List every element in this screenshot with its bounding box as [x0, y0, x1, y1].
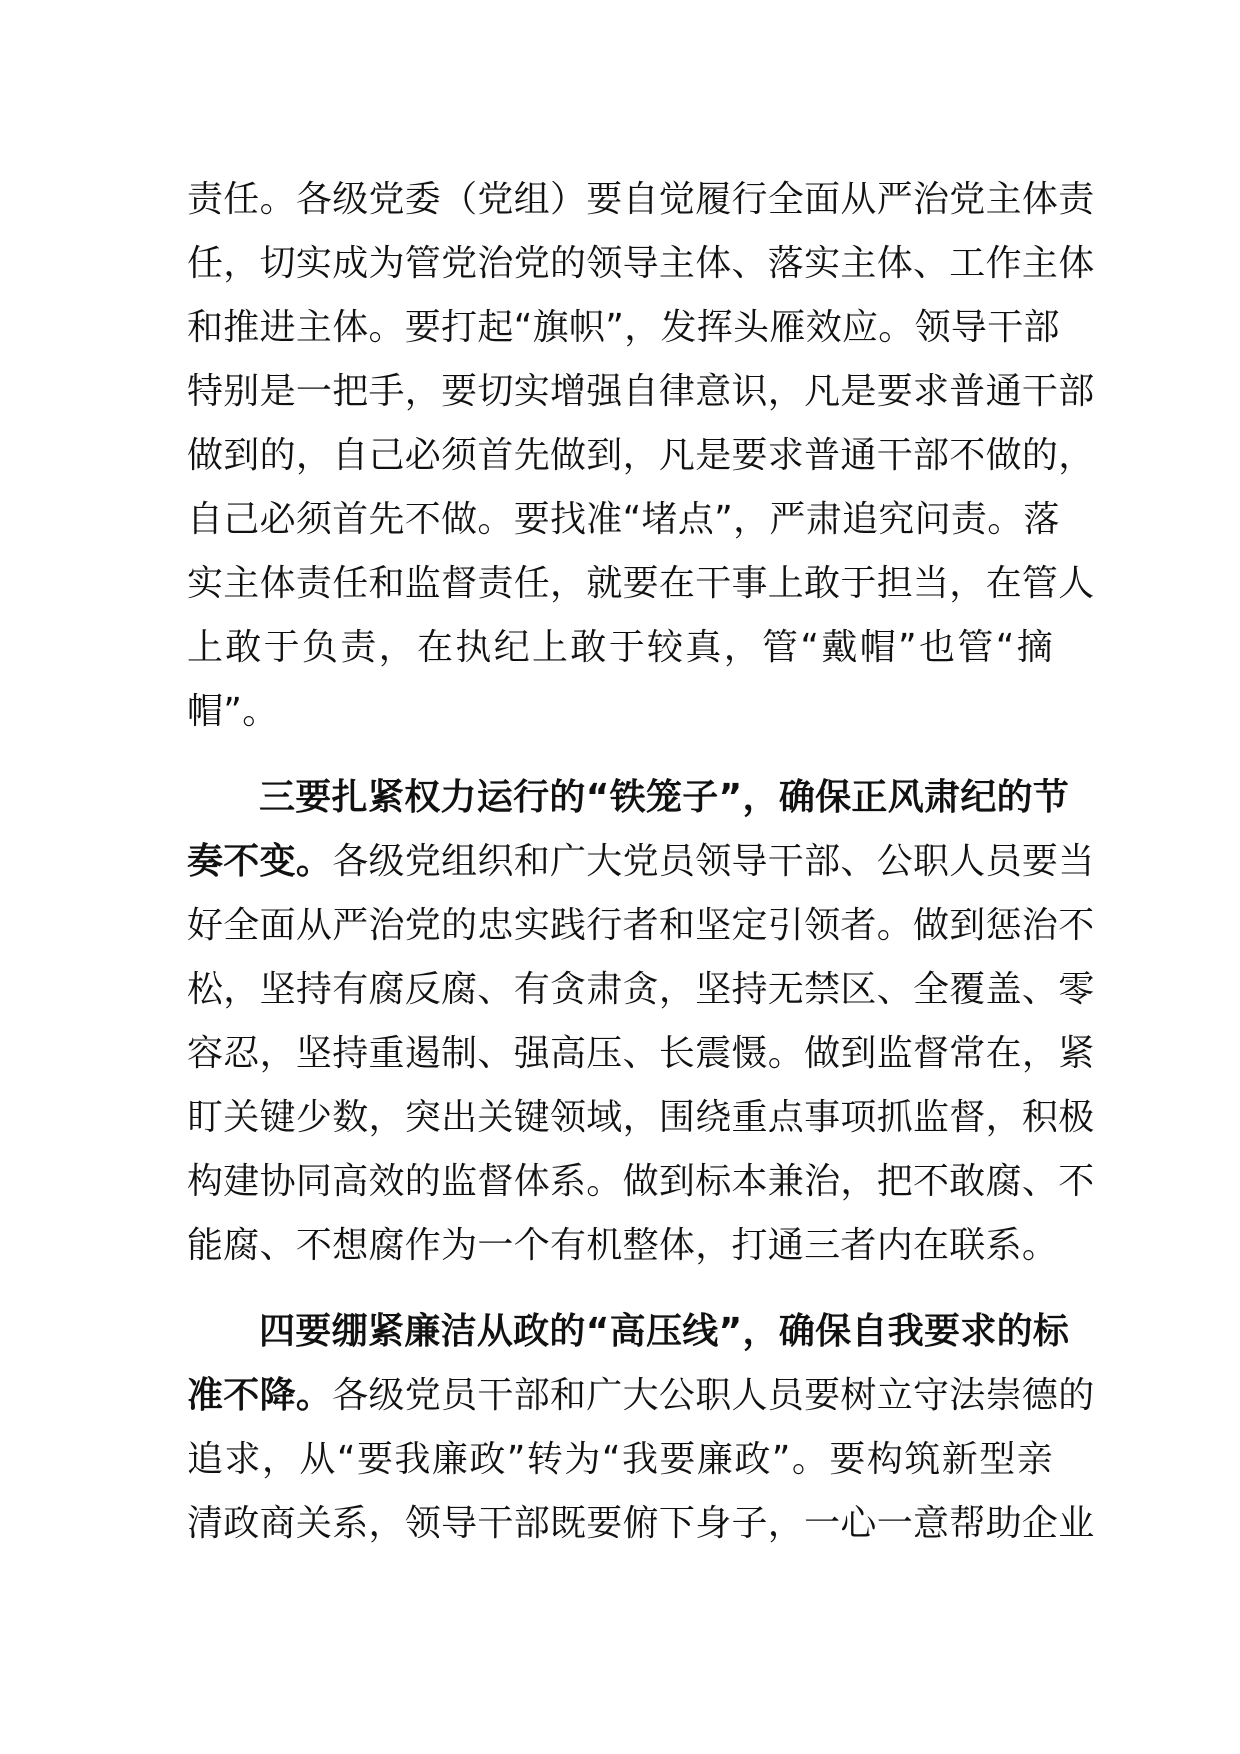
section-heading: 三要扎紧权力运行的“铁笼子”，确保正风肃纪的节	[259, 777, 1070, 818]
section-heading: 四要绷紧廉洁从政的“高压线”，确保自我要求的标	[259, 1311, 1070, 1352]
text-line: 任，切实成为管党治党的领导主体、落实主体、工作主体	[187, 243, 1095, 284]
text-line: 实主体责任和监督责任，就要在干事上敢于担当，在管人	[187, 563, 1095, 604]
section-heading-end: 奏不变。	[187, 841, 333, 882]
document-body	[187, 168, 1095, 1578]
text-line	[187, 830, 1095, 894]
text-line: 帽”。	[187, 691, 279, 732]
text-line: 能腐、不想腐作为一个有机整体，打通三者内在联系。	[187, 1225, 1059, 1266]
text-line: 上敢于负责，在执纪上敢于较真，管“戴帽”也管“摘	[187, 627, 1053, 668]
text-line: 和推进主体。要打起“旗帜”，发挥头雁效应。领导干部	[187, 307, 1060, 348]
text-line: 自己必须首先不做。要找准“堵点”，严肃追究问责。落	[187, 499, 1060, 540]
paragraph-power-cage	[187, 766, 1095, 1278]
text-line: 特别是一把手，要切实增强自律意识，凡是要求普通干部	[187, 371, 1095, 412]
text-line: 容忍，坚持重遏制、强高压、长震慑。做到监督常在，紧	[187, 1033, 1095, 1074]
paragraph-responsibility	[187, 168, 1095, 744]
text-line: 松，坚持有腐反腐、有贪肃贪，坚持无禁区、全覆盖、零	[187, 969, 1095, 1010]
text-line: 构建协同高效的监督体系。做到标本兼治，把不敢腐、不	[187, 1161, 1095, 1202]
text-line: 好全面从严治党的忠实践行者和坚定引领者。做到惩治不	[187, 905, 1095, 946]
text-line: 责任。各级党委（党组）要自觉履行全面从严治党主体责	[187, 179, 1095, 220]
text-line: 追求，从“要我廉政”转为“我要廉政”。要构筑新型亲	[187, 1439, 1053, 1480]
text-line: 清政商关系，领导干部既要俯下身子，一心一意帮助企业	[187, 1503, 1095, 1544]
text-line: 盯关键少数，突出关键领域，围绕重点事项抓监督，积极	[187, 1097, 1095, 1138]
text-line	[187, 1364, 1095, 1428]
text-segment: 各级党员干部和广大公职人员要树立守法崇德的	[332, 1375, 1095, 1416]
paragraph-high-voltage-line	[187, 1300, 1095, 1556]
text-segment: 各级党组织和广大党员领导干部、公职人员要当	[332, 841, 1095, 882]
text-line: 做到的，自己必须首先做到，凡是要求普通干部不做的，	[187, 435, 1095, 476]
section-heading-end: 准不降。	[187, 1375, 333, 1416]
